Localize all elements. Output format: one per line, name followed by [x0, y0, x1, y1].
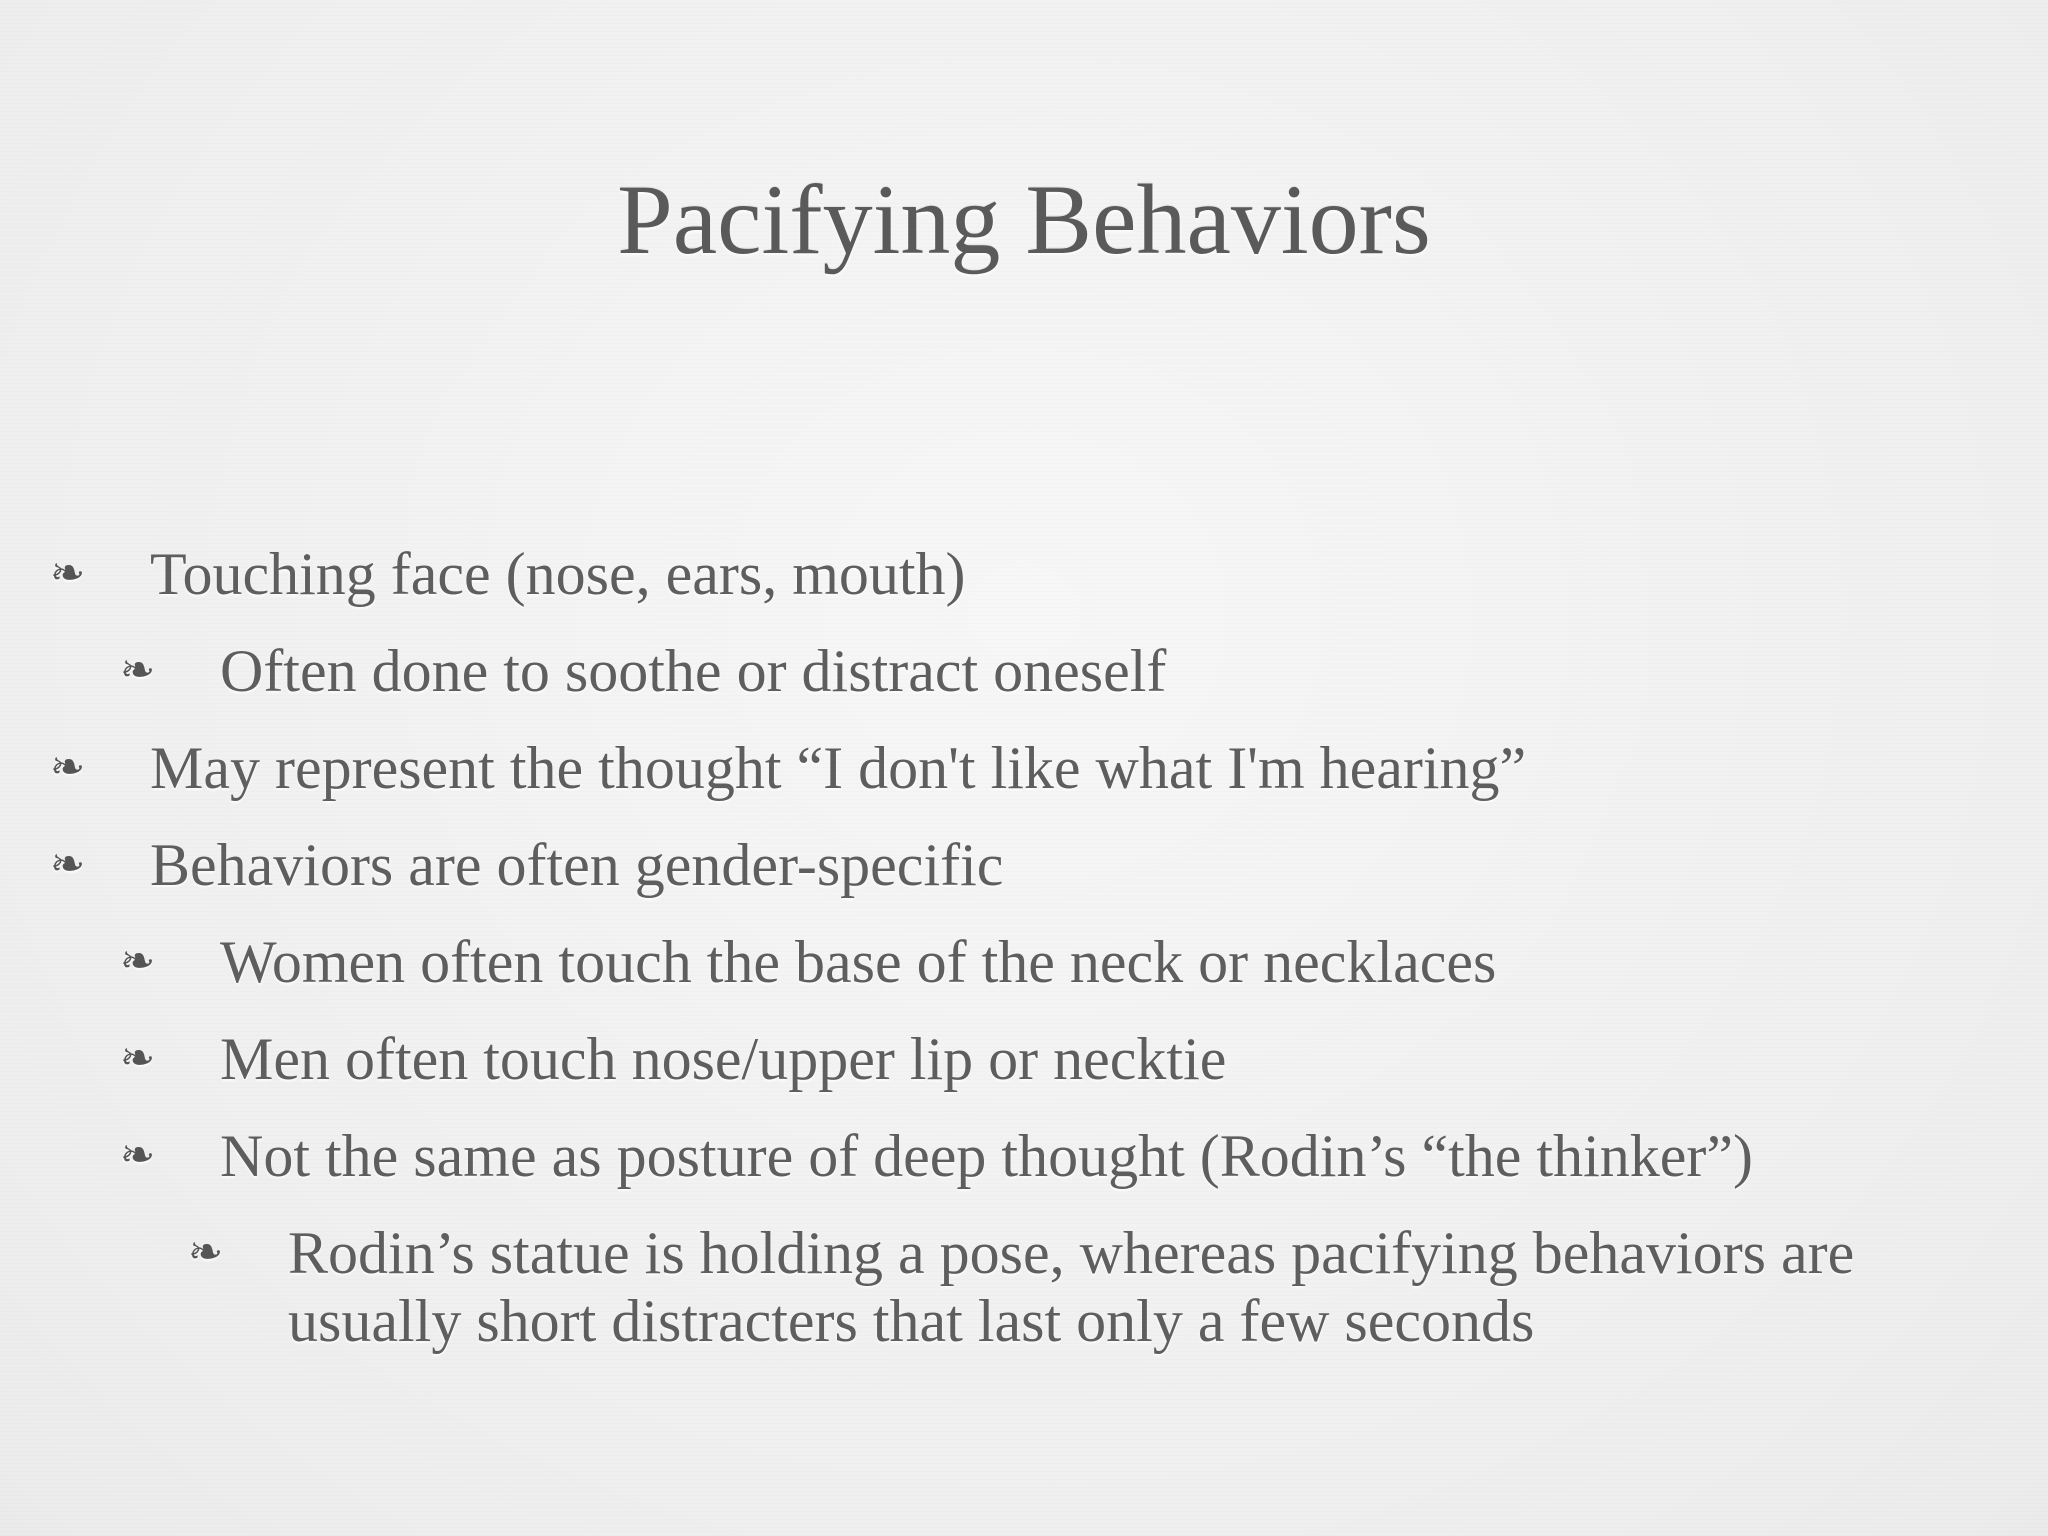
- bullet-item: [0, 734, 2048, 802]
- bullet-text: Often done to soothe or distract oneself: [220, 638, 1167, 704]
- bullet-item: [0, 1122, 2048, 1190]
- bullet-item: [0, 1025, 2048, 1093]
- fleuron-bullet-icon: ❧: [120, 648, 156, 694]
- bullet-text: Touching face (nose, ears, mouth): [150, 541, 966, 607]
- fleuron-bullet-icon: ❧: [120, 1036, 156, 1082]
- bullet-item: [0, 637, 2048, 705]
- bullet-list: [0, 540, 2048, 1384]
- fleuron-bullet-icon: ❧: [50, 842, 86, 888]
- bullet-item: [0, 831, 2048, 899]
- bullet-item: [0, 540, 2048, 608]
- bullet-text: Not the same as posture of deep thought (Rodin’s “the thinker”): [220, 1123, 1753, 1189]
- slide-title: Pacifying Behaviors: [617, 164, 1431, 275]
- bullet-text: Behaviors are often gender-specific: [150, 832, 1004, 898]
- fleuron-bullet-icon: ❧: [50, 551, 86, 597]
- bullet-text: May represent the thought “I don't like what I'm hearing”: [150, 735, 1527, 801]
- fleuron-bullet-icon: ❧: [188, 1230, 224, 1276]
- fleuron-bullet-icon: ❧: [50, 745, 86, 791]
- bullet-item: [0, 1219, 2048, 1355]
- bullet-text: Women often touch the base of the neck or necklaces: [220, 929, 1497, 995]
- bullet-item: [0, 928, 2048, 996]
- fleuron-bullet-icon: ❧: [120, 939, 156, 985]
- fleuron-bullet-icon: ❧: [120, 1133, 156, 1179]
- bullet-text: Rodin’s statue is holding a pose, whereas pacifying behaviors are usually short distracters that last only a few seconds: [288, 1220, 1855, 1354]
- bullet-text: Men often touch nose/upper lip or necktie: [220, 1026, 1227, 1092]
